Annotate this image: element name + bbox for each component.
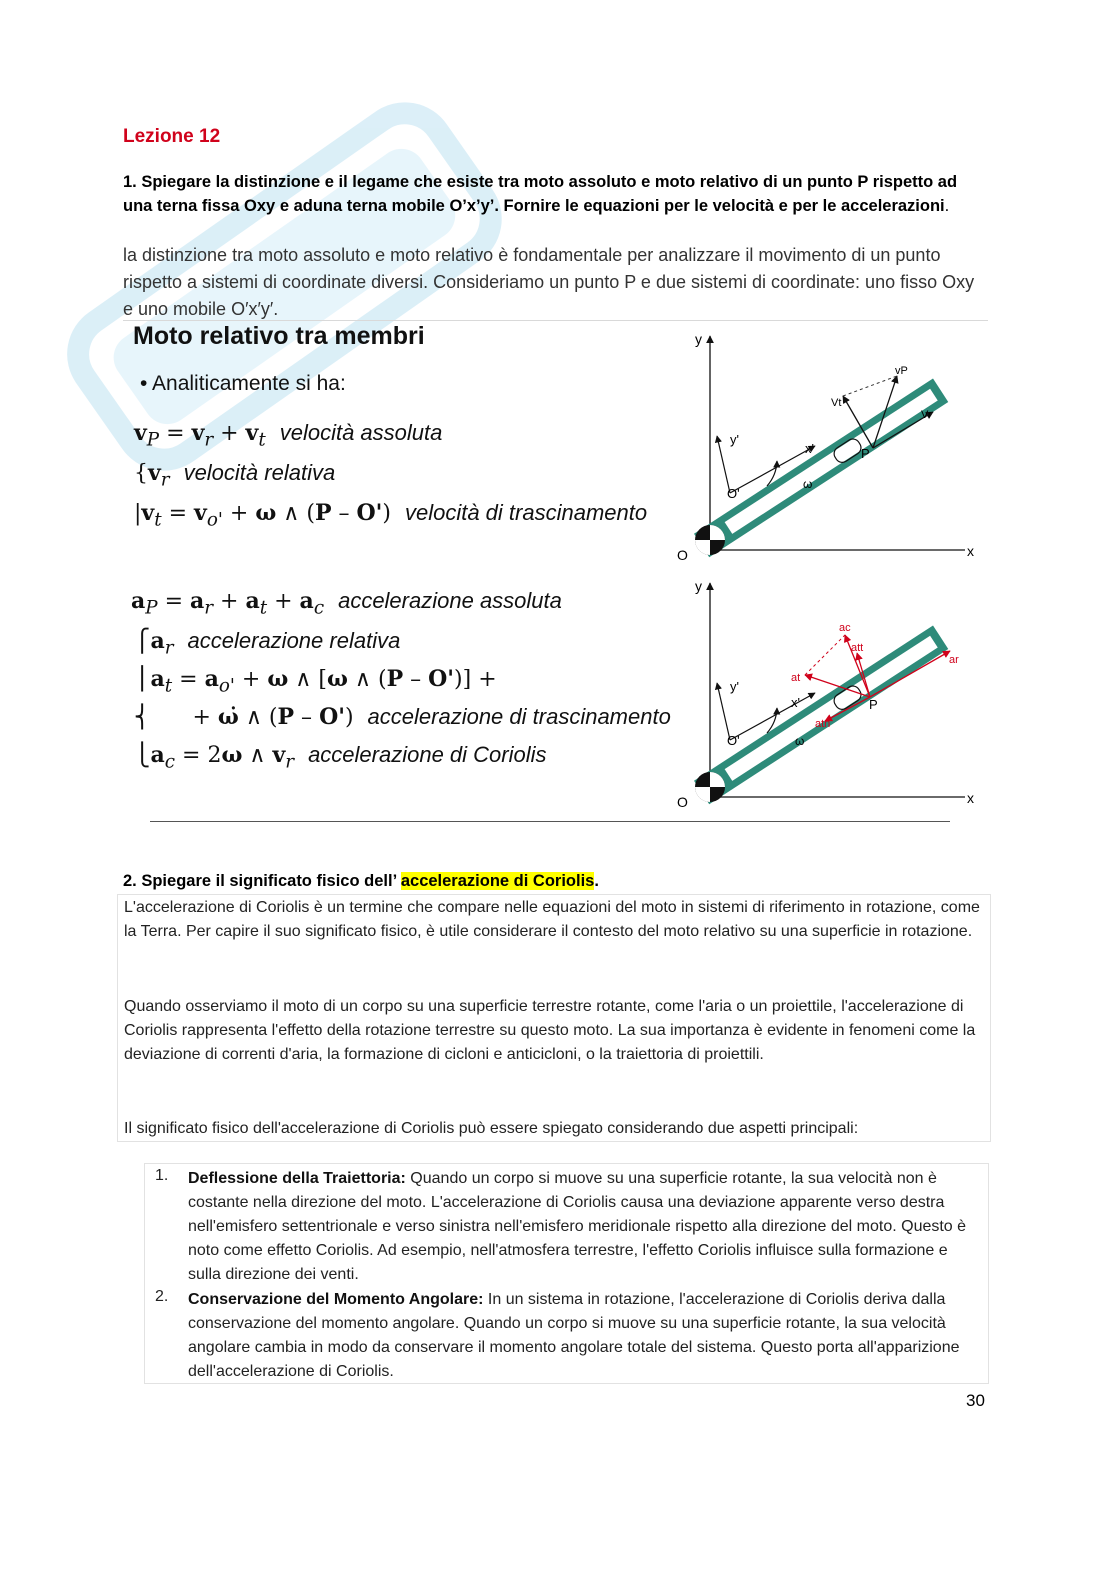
svg-text:P: P [869,697,878,712]
highlight-coriolis: accelerazione di Coriolis [400,872,595,890]
question-1-intro: la distinzione tra moto assoluto e moto relativo è fondamentale per analizzare il movimento di un punto rispetto a sistemi di coordinate diversi. Consideriamo un punto P e due sistemi di coordinate: uno fisso Oxy e uno mobile O′x′y′. [123,245,975,319]
label-x: x [967,543,974,559]
answer-paragraph-3: Il significato fisico dell'accelerazione di Coriolis può essere spiegato considerando due aspetti principali: [124,1120,859,1137]
list-item: Conservazione del Momento Angolare: In un sistema in rotazione, l'accelerazione di Coriolis deriva dalla conservazione del momento angolare. Quando un corpo si muove su una superficie rotante, la sua velocità angolare cambia in modo da conservare il momento angolare totale del sistema. Questo porta all'apparizione dell'accelerazione di Coriolis. [188,1291,960,1380]
velocity-diagram [665,328,985,568]
list-item: Deflessione della Traiettoria: Quando un corpo si muove su una superficie rotante, la sua velocità non è costante nella direzione del moto. L'accelerazione di Coriolis causa una deviazione apparente verso destra nell'emisfero settentrionale e verso sinistra nell'emisfero meridionale rispetto alla direzione del moto. Questo è noto come effetto Coriolis. Ad esempio, nell'atmosfera terrestre, l'effetto Coriolis influisce sulla formazione e sulla direzione dei venti. [188,1170,967,1283]
label-origin: O [677,547,688,563]
list-number: 1. [155,1167,169,1184]
list-number: 2. [155,1288,169,1305]
question-1-title: 1. Spiegare la distinzione e il legame che esiste tra moto assoluto e moto relativo di un punto P rispetto ad una terna fissa Oxy e aduna terna mobile O’x’y’. Fornire le equazioni per le velocità e per le accelerazioni. [123,173,958,215]
label-y-mobile: y' [730,432,739,447]
label-ac: ac [839,622,851,634]
page-number: 30 [966,1391,985,1410]
figure-title: Moto relativo tra membri [133,322,425,350]
label-vt: Vt [831,397,842,409]
eq-relative-acceleration: $⎧a_r$ accelerazione relativa [134,628,401,659]
eq-coriolis-acceleration: $⎩a_c = 2\omega$ ∧ $v_r$ accelerazione di Coriolis [134,742,547,773]
svg-text:O: O [677,794,688,810]
svg-text:x': x' [791,695,800,710]
eq-absolute-acceleration: $a_P = a_r + a_t + a_c$ accelerazione assoluta [131,588,562,619]
label-point: P [861,446,870,461]
svg-text:ω: ω [795,734,805,748]
eq-absolute-velocity: $v_P = v_r + v_t$ velocità assoluta [134,420,443,451]
label-y: y [695,331,702,347]
figure-subtitle: • Analiticamente si ha: [140,372,346,395]
label-atn: atn [815,718,831,730]
label-x-mobile: x' [805,441,814,456]
label-att: att [851,642,864,654]
label-origin-mobile: O' [727,486,740,501]
acceleration-diagram [665,575,985,815]
lesson-heading: Lezione 12 [123,126,221,147]
eq-transport-acceleration-2: ⎨ + ω̇ ∧ (P – O') accelerazione di trascinamento [134,704,671,730]
eq-transport-velocity: $|v_t = v_{o'} + \omega$ ∧ (P – O') velocità di trascinamento [134,500,648,531]
label-vp: vP [895,365,908,377]
question-2-title: 2. Spiegare il significato fisico dell’ accelerazione di Coriolis. [123,872,599,890]
answer-paragraph-2: Quando osserviamo il moto di un corpo su una superficie terrestre rotante, come l'aria o un proiettile, l'accelerazione di Coriolis rappresenta l'effetto della rotazione terrestre su questo moto. La sua importanza è evidente in fenomeni come la deviazione di correnti d'aria, la formazione di cicloni e anticicloni, o la traiettoria di proiettili. [124,998,976,1063]
eq-relative-velocity: {$v_r$ velocità relativa [134,460,336,491]
svg-text:y': y' [730,679,739,694]
label-omega: ω [803,477,813,491]
answer-paragraph-1: L'accelerazione di Coriolis è un termine che compare nelle equazioni del moto in sistemi di riferimento in rotazione, come la Terra. Per capire il suo significato fisico, è utile considerare il contesto del moto relativo su una superficie in rotazione. [124,899,980,940]
svg-text:y: y [695,578,702,594]
label-vr: Vr [921,409,932,421]
label-at: at [791,672,801,684]
figure-divider [150,821,950,822]
svg-text:x: x [967,790,974,806]
svg-text:O': O' [727,733,740,748]
eq-transport-acceleration-1: $⎪a_t = a_{o'} + \omega$ ∧ [ω ∧ (P – O')] + [134,666,497,697]
label-ar: ar [949,654,959,666]
